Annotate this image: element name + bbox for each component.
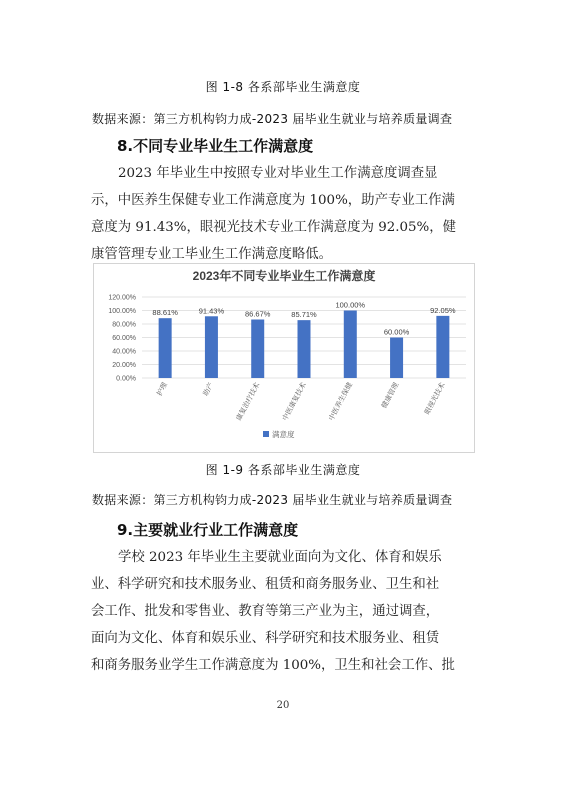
- y-tick-label: 120.00%: [108, 294, 136, 302]
- y-tick-label: 80.00%: [112, 321, 136, 329]
- paragraph-line: 康管管理专业工毕业生工作满意度略低。: [91, 247, 333, 262]
- data-label: 60.00%: [383, 327, 410, 337]
- bar: [436, 316, 449, 378]
- x-tick-label: 中医养生保健: [327, 381, 355, 423]
- data-label: 92.05%: [430, 305, 456, 315]
- x-tick-label: 中医康复技术: [280, 381, 308, 423]
- chart-title: 2023年不同专业毕业生工作满意度: [192, 269, 376, 283]
- paragraph-line: 意度为 91.43%，眼视光技术专业工作满意度为 92.05%，健: [91, 220, 457, 235]
- x-tick-label: 护理: [155, 381, 169, 398]
- y-tick-label: 100.00%: [108, 308, 136, 315]
- paragraph-line: 面向为文化、体育和娱乐业、科学研究和技术服务业、租赁: [91, 631, 440, 646]
- paragraph-line: 学校 2023 年毕业生主要就业面向为文化、体育和娱乐: [118, 550, 442, 565]
- y-tick-label: 60.00%: [112, 335, 136, 342]
- chart-data-source: 数据来源：第三方机构钧力成-2023 届毕业生就业与培养质量调查: [92, 493, 453, 507]
- paragraph-line: 业、科学研究和技术服务业、租赁和商务服务业、卫生和社: [91, 577, 440, 592]
- section-8-heading: 8.不同专业毕业生工作满意度: [117, 137, 314, 155]
- legend-label: 满意度: [272, 430, 295, 439]
- bar: [390, 338, 403, 379]
- data-label: 88.61%: [152, 308, 178, 318]
- data-label: 86.67%: [244, 309, 271, 319]
- paragraph-line: 会工作、批发和零售业、教育等第三产业为主，通过调查，: [91, 604, 440, 619]
- top-figure-caption: 图 1-8 各系部毕业生满意度: [205, 80, 361, 94]
- x-tick-label: 健康管理: [380, 381, 401, 410]
- y-tick-label: 40.00%: [112, 348, 136, 356]
- x-tick-label: 眼视光技术: [423, 381, 447, 416]
- paragraph-line: 示，中医养生保健专业工作满意度为 100%，助产专业工作满: [91, 193, 455, 208]
- y-tick-label: 20.00%: [112, 362, 136, 369]
- section-8-paragraph: [91, 160, 483, 268]
- bar: [344, 311, 357, 379]
- data-label: 85.71%: [291, 310, 317, 320]
- data-label: 100.00%: [335, 300, 366, 310]
- paragraph-line: 2023 年毕业生中按照专业对毕业生工作满意度调查显: [118, 166, 438, 181]
- bar: [159, 318, 172, 378]
- bar: [298, 320, 311, 378]
- satisfaction-bar-chart: [93, 263, 475, 453]
- x-tick-label: 助产: [201, 381, 216, 398]
- y-tick-label: 0.00%: [116, 375, 136, 383]
- top-data-source: 数据来源：第三方机构钧力成-2023 届毕业生就业与培养质量调查: [92, 112, 453, 126]
- section-9-heading: 9.主要就业行业工作满意度: [117, 521, 299, 539]
- bar: [205, 316, 218, 378]
- x-tick-label: 康复治疗技术: [234, 381, 262, 423]
- bar: [251, 319, 264, 378]
- paragraph-line: 和商务服务业学生工作满意度为 100%，卫生和社会工作、批: [91, 658, 455, 673]
- chart-canvas: [94, 264, 474, 452]
- legend-swatch: [263, 431, 269, 437]
- section-9-paragraph: [91, 544, 483, 679]
- chart-figure-caption: 图 1-9 各系部毕业生满意度: [205, 463, 361, 477]
- data-label: 91.43%: [198, 306, 225, 316]
- page-number: 20: [276, 700, 290, 711]
